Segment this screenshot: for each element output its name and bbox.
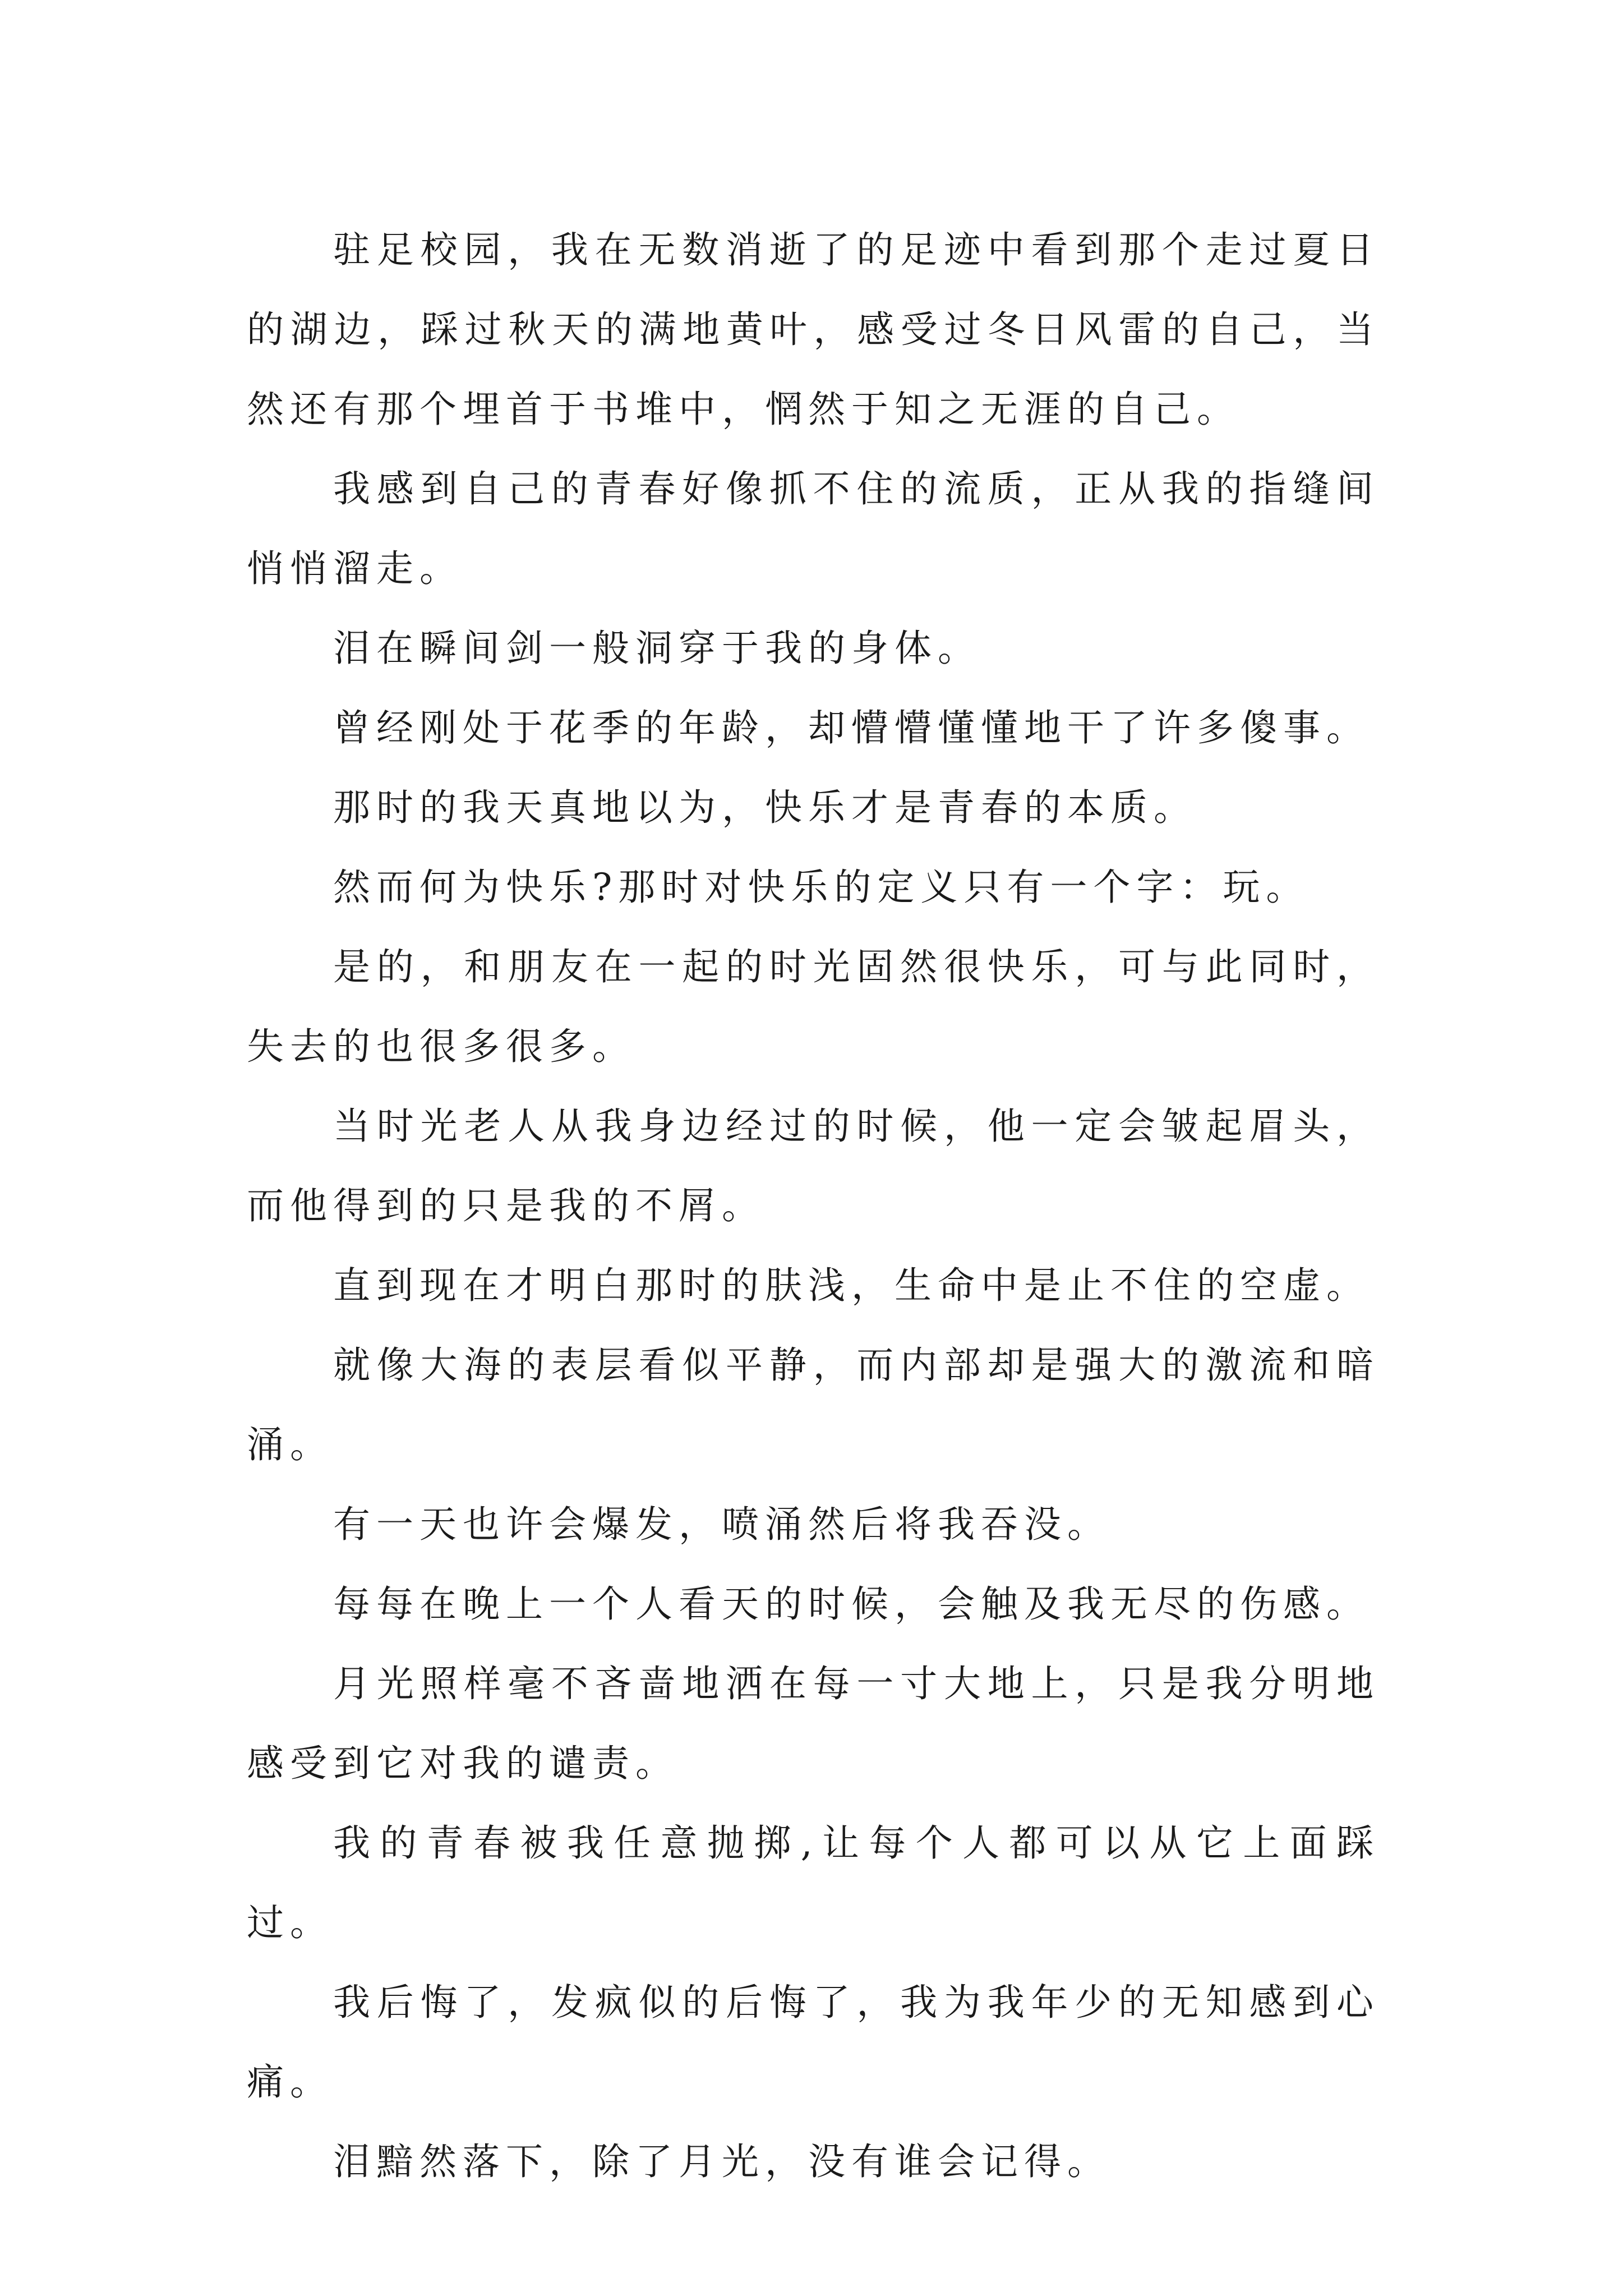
- paragraph: 当时光老人从我身边经过的时候，他一定会皱起眉头，而他得到的只是我的不屑。: [247, 1105, 1380, 1227]
- paragraph: 泪在瞬间剑一般洞穿于我的身体。: [333, 627, 981, 670]
- paragraph: 直到现在才明白那时的肤浅，生命中是止不住的空虚。: [333, 1264, 1370, 1307]
- paragraph: 然而何为快乐?那时对快乐的定义只有一个字：玩。: [333, 866, 1310, 909]
- paragraph: 我的青春被我任意抛掷,让每个人都可以从它上面踩过。: [247, 1821, 1380, 1944]
- paragraph: 就像大海的表层看似平静，而内部却是强大的激流和暗涌。: [247, 1343, 1380, 1466]
- paragraph: 每每在晚上一个人看天的时候，会触及我无尽的伤感。: [333, 1582, 1370, 1626]
- paragraph: 我后悔了，发疯似的后悔了，我为我年少的无知感到心痛。: [247, 1981, 1380, 2104]
- paragraph: 曾经刚处于花季的年龄，却懵懵懂懂地干了许多傻事。: [333, 706, 1370, 749]
- paragraph: 我感到自己的青春好像抓不住的流质，正从我的指缝间悄悄溜走。: [247, 467, 1380, 590]
- paragraph: 月光照样毫不吝啬地洒在每一寸大地上，只是我分明地感受到它对我的谴责。: [247, 1662, 1380, 1785]
- paragraph: 泪黯然落下，除了月光，没有谁会记得。: [333, 2140, 1110, 2183]
- document-body: [247, 210, 1380, 2202]
- paragraph: 驻足校园，我在无数消逝了的足迹中看到那个走过夏日的湖边，踩过秋天的满地黄叶，感受过冬日风雷的自己，当然还有那个埋首于书堆中，惘然于知之无涯的自己。: [247, 228, 1380, 431]
- paragraph: 有一天也许会爆发，喷涌然后将我吞没。: [333, 1503, 1110, 1546]
- paragraph: 是的，和朋友在一起的时光固然很快乐，可与此同时，失去的也很多很多。: [247, 945, 1380, 1068]
- paragraph: 那时的我天真地以为，快乐才是青春的本质。: [333, 786, 1197, 829]
